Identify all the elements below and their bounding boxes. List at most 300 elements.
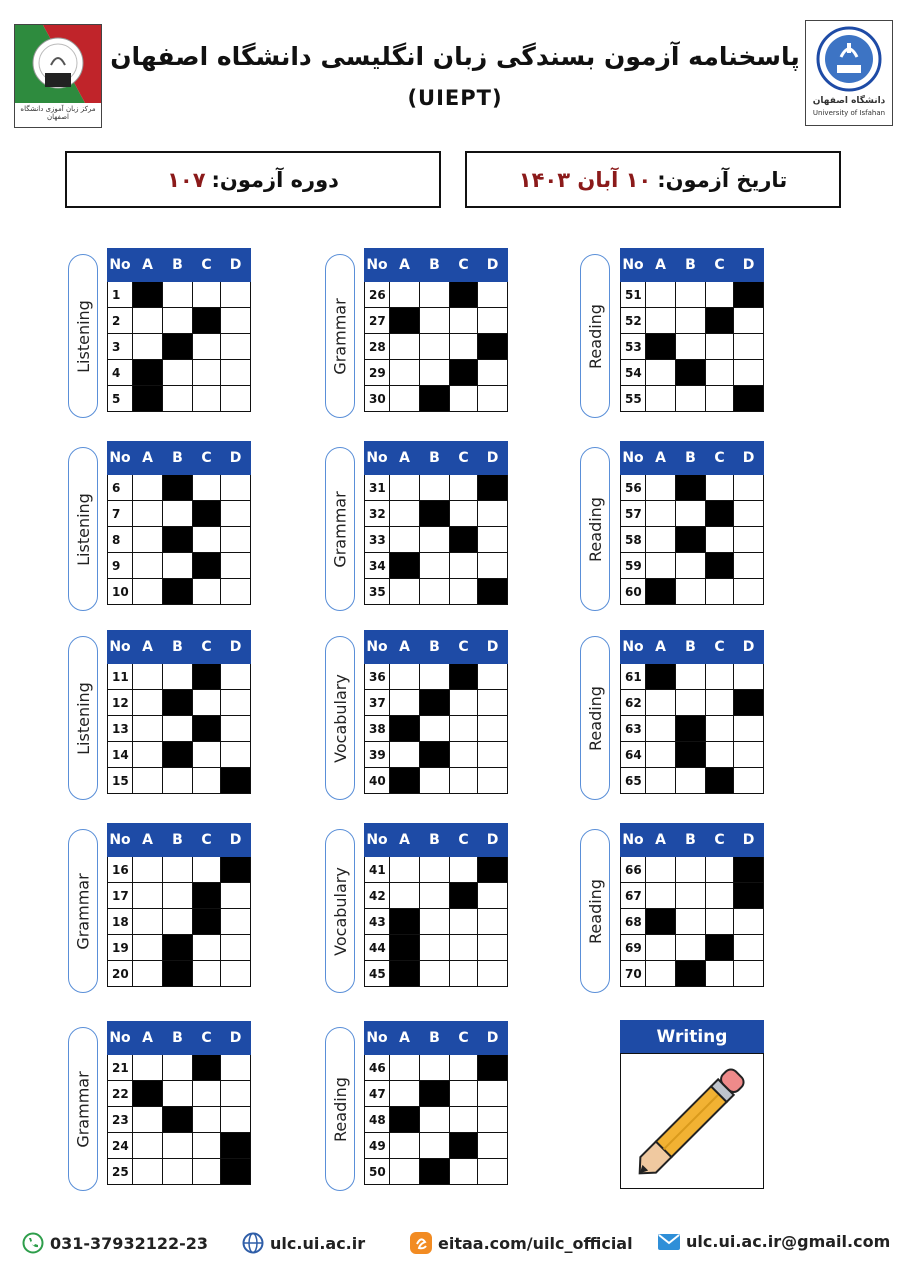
answer-cell-b [420,1133,450,1159]
answer-cell-a [133,690,163,716]
answer-cell-a [133,475,163,501]
answer-cell-c [193,768,221,794]
answer-row [621,768,764,794]
answer-cell-a [646,857,676,883]
question-number: 25 [108,1159,133,1185]
answer-cell-d [478,282,508,308]
answer-row [365,742,508,768]
answer-row [365,553,508,579]
answer-cell-b [676,579,706,605]
column-header-d: D [221,249,251,282]
answer-cell-b [163,1055,193,1081]
answer-cell-a [133,857,163,883]
filled-answer-cell-c [706,768,734,794]
column-header-b: B [420,249,450,282]
answer-cell-a [390,334,420,360]
section-label-text: Grammar [330,297,350,375]
question-number: 15 [108,768,133,794]
question-number: 14 [108,742,133,768]
filled-answer-cell-c [193,909,221,935]
answer-cell-a [390,386,420,412]
question-number: 26 [365,282,390,308]
answer-cell-b [420,308,450,334]
filled-answer-cell-b [163,742,193,768]
filled-answer-cell-b [420,742,450,768]
column-header-a: A [133,631,163,664]
answer-cell-d [221,909,251,935]
answer-cell-d [734,308,764,334]
question-number: 27 [365,308,390,334]
answer-cell-c [450,553,478,579]
filled-answer-cell-b [163,935,193,961]
column-header-no: No [108,631,133,664]
filled-answer-cell-b [676,716,706,742]
answer-cell-d [478,308,508,334]
column-header-b: B [420,631,450,664]
filled-answer-cell-b [420,690,450,716]
question-number: 32 [365,501,390,527]
answer-cell-b [163,664,193,690]
answer-row [621,386,764,412]
answer-cell-d [734,664,764,690]
answer-cell-c [450,1159,478,1185]
column-header-d: D [478,631,508,664]
answer-grid [107,248,251,412]
answer-cell-c [450,742,478,768]
answer-cell-a [133,935,163,961]
filled-answer-cell-c [450,1133,478,1159]
language-center-caption: مرکز زبان آموزی دانشگاه اصفهان [20,105,96,121]
filled-answer-cell-d [478,857,508,883]
question-number: 31 [365,475,390,501]
answer-cell-d [478,553,508,579]
answer-cell-c [193,386,221,412]
column-header-no: No [365,442,390,475]
grid-header-row [621,249,764,282]
answer-cell-d [478,664,508,690]
section-label-text: Listening [73,681,93,755]
answer-cell-b [676,553,706,579]
filled-answer-cell-d [734,282,764,308]
page-title: پاسخنامه آزمون بسندگی زبان انگلیسی دانشگاه اصفهان [110,42,800,71]
exam-date-value: ۱۰ آبان ۱۴۰۳ [518,167,652,192]
answer-cell-c [450,501,478,527]
column-header-d: D [221,631,251,664]
question-number: 57 [621,501,646,527]
answer-row [621,961,764,987]
answer-row [365,527,508,553]
answer-cell-b [163,716,193,742]
answer-cell-a [133,1055,163,1081]
answer-row [108,282,251,308]
filled-answer-cell-b [420,1081,450,1107]
column-header-a: A [133,824,163,857]
answer-cell-b [420,716,450,742]
answer-cell-d [221,475,251,501]
answer-row [108,857,251,883]
column-header-a: A [390,631,420,664]
answer-row [108,935,251,961]
university-caption-en: University of Isfahan [812,109,886,117]
filled-answer-cell-c [193,1055,221,1081]
answer-cell-a [133,664,163,690]
question-number: 28 [365,334,390,360]
column-header-a: A [133,249,163,282]
question-number: 9 [108,553,133,579]
answer-cell-b [163,308,193,334]
answer-row [108,1055,251,1081]
question-number: 19 [108,935,133,961]
answer-cell-a [390,360,420,386]
column-header-c: C [706,824,734,857]
grid-header-row [108,631,251,664]
answer-cell-a [646,742,676,768]
answer-cell-a [390,579,420,605]
filled-answer-cell-a [390,1107,420,1133]
filled-answer-cell-c [706,308,734,334]
column-header-c: C [450,249,478,282]
question-number: 35 [365,579,390,605]
filled-answer-cell-b [163,475,193,501]
answer-row [621,553,764,579]
filled-answer-cell-d [734,690,764,716]
column-header-c: C [450,1022,478,1055]
answer-cell-c [193,935,221,961]
answer-row [621,883,764,909]
answer-cell-a [646,475,676,501]
question-number: 17 [108,883,133,909]
question-number: 37 [365,690,390,716]
answer-row [108,308,251,334]
question-number: 63 [621,716,646,742]
question-number: 62 [621,690,646,716]
answer-row [621,501,764,527]
pencil-icon [621,1054,763,1188]
answer-cell-d [221,716,251,742]
grid-header-row [108,442,251,475]
answer-row [108,579,251,605]
column-header-c: C [706,631,734,664]
filled-answer-cell-b [163,527,193,553]
question-number: 3 [108,334,133,360]
filled-answer-cell-c [193,553,221,579]
phone-icon [22,1232,44,1254]
answer-cell-b [420,1055,450,1081]
column-header-d: D [478,442,508,475]
answer-cell-d [478,386,508,412]
question-number: 60 [621,579,646,605]
footer-eitaa[interactable] [410,1232,633,1254]
column-header-c: C [450,631,478,664]
question-number: 12 [108,690,133,716]
answer-cell-d [734,742,764,768]
answer-cell-c [706,360,734,386]
answer-cell-b [420,883,450,909]
answer-cell-a [390,527,420,553]
answer-cell-a [133,308,163,334]
question-number: 54 [621,360,646,386]
answer-row [365,386,508,412]
answer-cell-d [221,579,251,605]
answer-cell-a [646,360,676,386]
answer-cell-c [450,857,478,883]
filled-answer-cell-a [646,579,676,605]
answer-cell-c [706,386,734,412]
answer-cell-d [221,1081,251,1107]
column-header-a: A [390,824,420,857]
answer-cell-b [163,386,193,412]
answer-cell-b [420,1107,450,1133]
filled-answer-cell-b [420,501,450,527]
column-header-b: B [420,1022,450,1055]
answer-cell-c [450,690,478,716]
answer-cell-a [133,768,163,794]
answer-cell-b [420,527,450,553]
answer-row [621,282,764,308]
answer-grid [107,1021,251,1185]
filled-answer-cell-d [221,1159,251,1185]
question-number: 49 [365,1133,390,1159]
filled-answer-cell-b [676,961,706,987]
answer-grid [364,630,508,794]
answer-cell-d [478,1107,508,1133]
answer-row [108,1107,251,1133]
footer-phone[interactable] [22,1232,208,1254]
question-number: 48 [365,1107,390,1133]
column-header-no: No [108,1022,133,1055]
answer-cell-a [133,742,163,768]
filled-answer-cell-d [221,768,251,794]
column-header-b: B [676,631,706,664]
column-header-b: B [676,442,706,475]
exam-date-label: تاریخ آزمون: [657,167,788,192]
answer-row [365,1081,508,1107]
question-number: 66 [621,857,646,883]
filled-answer-cell-d [734,386,764,412]
answer-cell-a [390,690,420,716]
answer-row [365,935,508,961]
section-label-vocabulary [325,636,355,800]
answer-row [365,664,508,690]
answer-row [621,664,764,690]
answer-row [108,501,251,527]
answer-cell-d [734,360,764,386]
answer-cell-d [478,501,508,527]
answer-cell-b [163,768,193,794]
answer-grid [620,248,764,412]
column-header-d: D [734,249,764,282]
answer-grid [364,823,508,987]
answer-cell-c [193,360,221,386]
filled-answer-cell-c [450,360,478,386]
section-label-reading [325,1027,355,1191]
column-header-d: D [221,1022,251,1055]
section-label-text: Reading [585,878,605,944]
answer-cell-d [734,334,764,360]
answer-grid [620,441,764,605]
grid-header-row [365,249,508,282]
eitaa-icon [410,1232,432,1254]
section-label-text: Grammar [73,872,93,950]
answer-cell-c [450,1055,478,1081]
filled-answer-cell-c [193,664,221,690]
answer-cell-a [390,1133,420,1159]
answer-cell-b [676,768,706,794]
answer-cell-c [193,475,221,501]
footer-email[interactable] [658,1232,890,1251]
question-number: 33 [365,527,390,553]
column-header-a: A [646,824,676,857]
answer-row [621,360,764,386]
column-header-b: B [676,824,706,857]
exam-period-label: دوره آزمون: [211,167,339,192]
answer-grid [107,441,251,605]
grid-header-row [365,824,508,857]
filled-answer-cell-b [676,475,706,501]
answer-row [108,664,251,690]
answer-cell-a [390,1159,420,1185]
answer-cell-c [706,716,734,742]
grid-header-row [108,249,251,282]
section-label-vocabulary [325,829,355,993]
answer-cell-a [133,883,163,909]
question-number: 43 [365,909,390,935]
answer-cell-d [478,1159,508,1185]
column-header-c: C [193,1022,221,1055]
column-header-no: No [621,249,646,282]
answer-cell-c [450,334,478,360]
question-number: 6 [108,475,133,501]
question-number: 23 [108,1107,133,1133]
column-header-d: D [734,824,764,857]
column-header-a: A [646,442,676,475]
column-header-c: C [706,249,734,282]
grid-header-row [365,1022,508,1055]
filled-answer-cell-c [450,527,478,553]
section-label-text: Grammar [330,490,350,568]
section-label-text: Reading [585,496,605,562]
answer-row [108,553,251,579]
answer-cell-c [450,386,478,412]
footer-website[interactable] [242,1232,365,1254]
question-number: 29 [365,360,390,386]
question-number: 20 [108,961,133,987]
filled-answer-cell-a [133,282,163,308]
filled-answer-cell-c [450,664,478,690]
question-number: 51 [621,282,646,308]
section-label-text: Vocabulary [330,673,350,763]
writing-area [620,1053,764,1189]
filled-answer-cell-d [478,579,508,605]
answer-cell-b [676,334,706,360]
column-header-a: A [390,1022,420,1055]
column-header-a: A [133,1022,163,1055]
answer-cell-d [478,935,508,961]
column-header-b: B [163,631,193,664]
column-header-no: No [621,442,646,475]
question-number: 8 [108,527,133,553]
answer-cell-b [420,664,450,690]
answer-grid [364,248,508,412]
exam-period-value: ۱۰۷ [167,167,206,192]
answer-cell-d [478,909,508,935]
answer-cell-b [163,883,193,909]
section-label-text: Listening [73,299,93,373]
answer-cell-c [450,935,478,961]
question-number: 16 [108,857,133,883]
answer-row [365,360,508,386]
answer-cell-d [734,935,764,961]
column-header-no: No [365,249,390,282]
grid-header-row [365,442,508,475]
answer-grid [107,630,251,794]
answer-cell-d [221,742,251,768]
question-number: 50 [365,1159,390,1185]
question-number: 11 [108,664,133,690]
section-label-listening [68,636,98,800]
column-header-c: C [450,824,478,857]
filled-answer-cell-c [706,553,734,579]
filled-answer-cell-b [676,527,706,553]
filled-answer-cell-a [133,386,163,412]
column-header-a: A [390,442,420,475]
answer-row [365,501,508,527]
question-number: 44 [365,935,390,961]
question-number: 47 [365,1081,390,1107]
filled-answer-cell-d [221,857,251,883]
answer-cell-a [133,1133,163,1159]
answer-row [621,690,764,716]
answer-cell-c [450,909,478,935]
answer-cell-b [676,857,706,883]
answer-cell-b [420,553,450,579]
answer-row [108,690,251,716]
question-number: 10 [108,579,133,605]
question-number: 55 [621,386,646,412]
language-center-logo [14,24,102,128]
exam-date-box [465,151,841,208]
answer-grid [620,823,764,987]
column-header-no: No [365,824,390,857]
section-label-reading [580,447,610,611]
column-header-d: D [478,824,508,857]
question-number: 46 [365,1055,390,1081]
question-number: 21 [108,1055,133,1081]
answer-row [108,716,251,742]
section-label-grammar [68,829,98,993]
section-label-text: Reading [585,303,605,369]
answer-cell-b [163,1081,193,1107]
column-header-c: C [193,249,221,282]
column-header-no: No [365,1022,390,1055]
answer-row [365,1107,508,1133]
answer-row [365,308,508,334]
answer-cell-d [478,883,508,909]
section-label-text: Reading [585,685,605,751]
answer-cell-d [734,909,764,935]
answer-cell-c [193,1081,221,1107]
question-number: 30 [365,386,390,412]
column-header-a: A [390,249,420,282]
answer-row [365,334,508,360]
column-header-no: No [108,249,133,282]
answer-row [621,334,764,360]
answer-row [108,909,251,935]
answer-cell-a [133,1107,163,1133]
answer-row [108,1081,251,1107]
section-label-grammar [325,254,355,418]
answer-cell-d [221,282,251,308]
